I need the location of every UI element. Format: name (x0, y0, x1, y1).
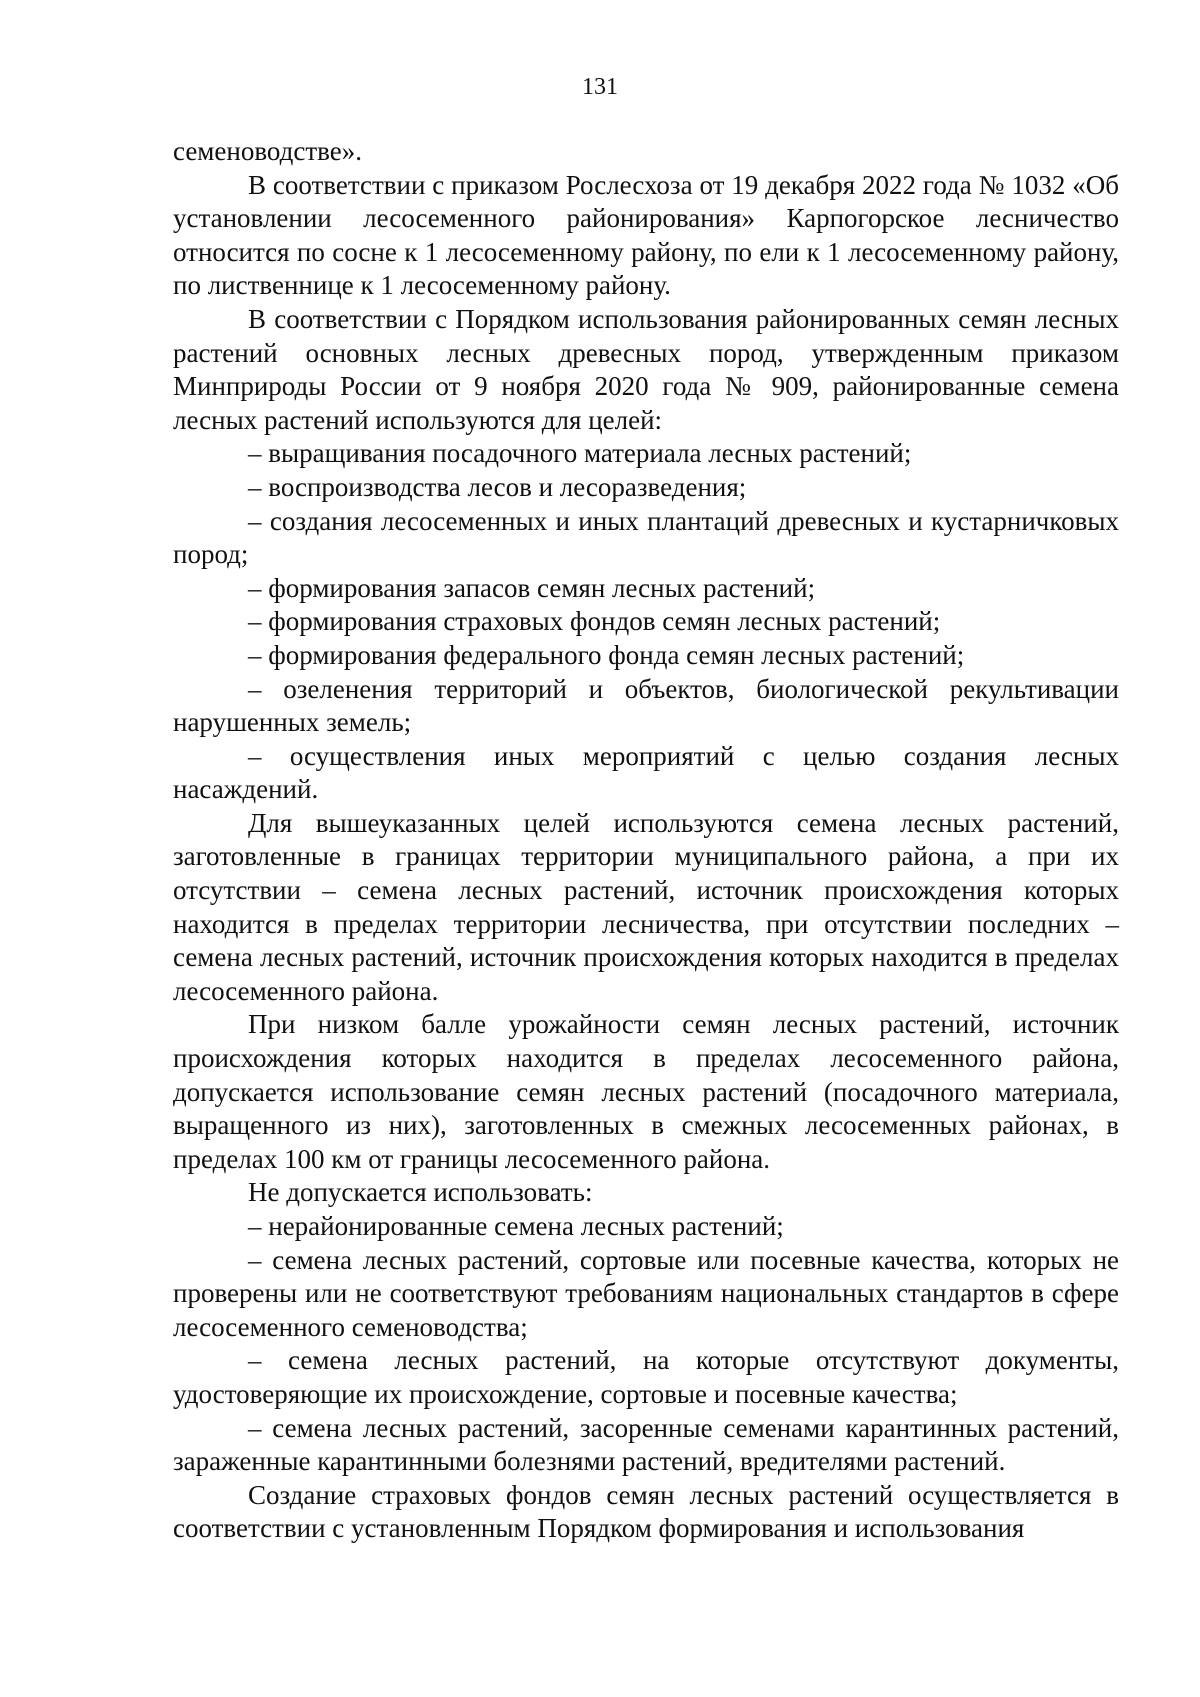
paragraph: При низком балле урожайности семян лесных растений, источник происхождения которых находится в пределах лесосеменного района, допускается использование семян лесных растений (посадочного материала, выращенного из них), заготовленных в смежных лесосеменных районах, в пределах 100 км от границы лесосеменного района. (173, 1009, 1119, 1174)
list-item: – выращивания посадочного материала лесных растений; (248, 438, 912, 469)
list-item: – озеленения территорий и объектов, биологической рекультивации нарушенных земель; (173, 673, 1119, 738)
paragraph: Создание страховых фондов семян лесных растений осуществляется в соответствии с установленным Порядком формирования и использования (173, 1479, 1119, 1544)
list-item: – воспроизводства лесов и лесоразведения; (248, 471, 747, 502)
document-body (173, 135, 1119, 1546)
paragraph: Для вышеуказанных целей используются семена лесных растений, заготовленные в границах территории муниципального района, а при их отсутствии – семена лесных растений, источник происхождения которых находится в пределах территории лесничества, при отсутствии последних – семена лесных растений, источник происхождения которых находится в пределах лесосеменного района. (173, 807, 1119, 1006)
list-item: – семена лесных растений, засоренные семенами карантинных растений, зараженные карантинными болезнями растений, вредителями растений. (173, 1412, 1119, 1477)
list-item: – формирования запасов семян лесных растений; (248, 572, 816, 603)
paragraph-continuation: семеноводстве». (173, 136, 362, 166)
list-item: – осуществления иных мероприятий с целью создания лесных насаждений. (173, 740, 1119, 805)
paragraph: Не допускается использовать: (248, 1177, 593, 1208)
list-item: – семена лесных растений, сортовые или посевные качества, которых не проверены или не соответствуют требованиям национальных стандартов в сфере лесосеменного семеноводства; (173, 1244, 1119, 1342)
paragraph: В соответствии с приказом Рослесхоза от 19 декабря 2022 года № 1032 «Об установлении лесосеменного районирования» Карпогорское лесничество относится по сосне к 1 лесосеменному району, по ели к 1 лесосеменному району, по лиственнице к 1 лесосеменному району. (173, 169, 1119, 301)
list-item: – семена лесных растений, на которые отсутствуют документы, удостоверяющие их происхождение, сортовые и посевные качества; (173, 1345, 1119, 1409)
list-item: – создания лесосеменных и иных плантаций древесных и кустарничковых пород; (173, 505, 1119, 570)
page-number: 131 (582, 74, 618, 100)
list-item: – формирования страховых фондов семян лесных растений; (248, 606, 941, 637)
list-item: – формирования федерального фонда семян лесных растений; (248, 639, 965, 670)
paragraph: В соответствии с Порядком использования районированных семян лесных растений основных лесных древесных пород, утвержденным приказом Минприроды России от 9 ноября 2020 года № 909, районированные семена лесных растений используются для целей: (173, 303, 1119, 435)
list-item: – нерайонированные семена лесных растений; (248, 1211, 784, 1241)
